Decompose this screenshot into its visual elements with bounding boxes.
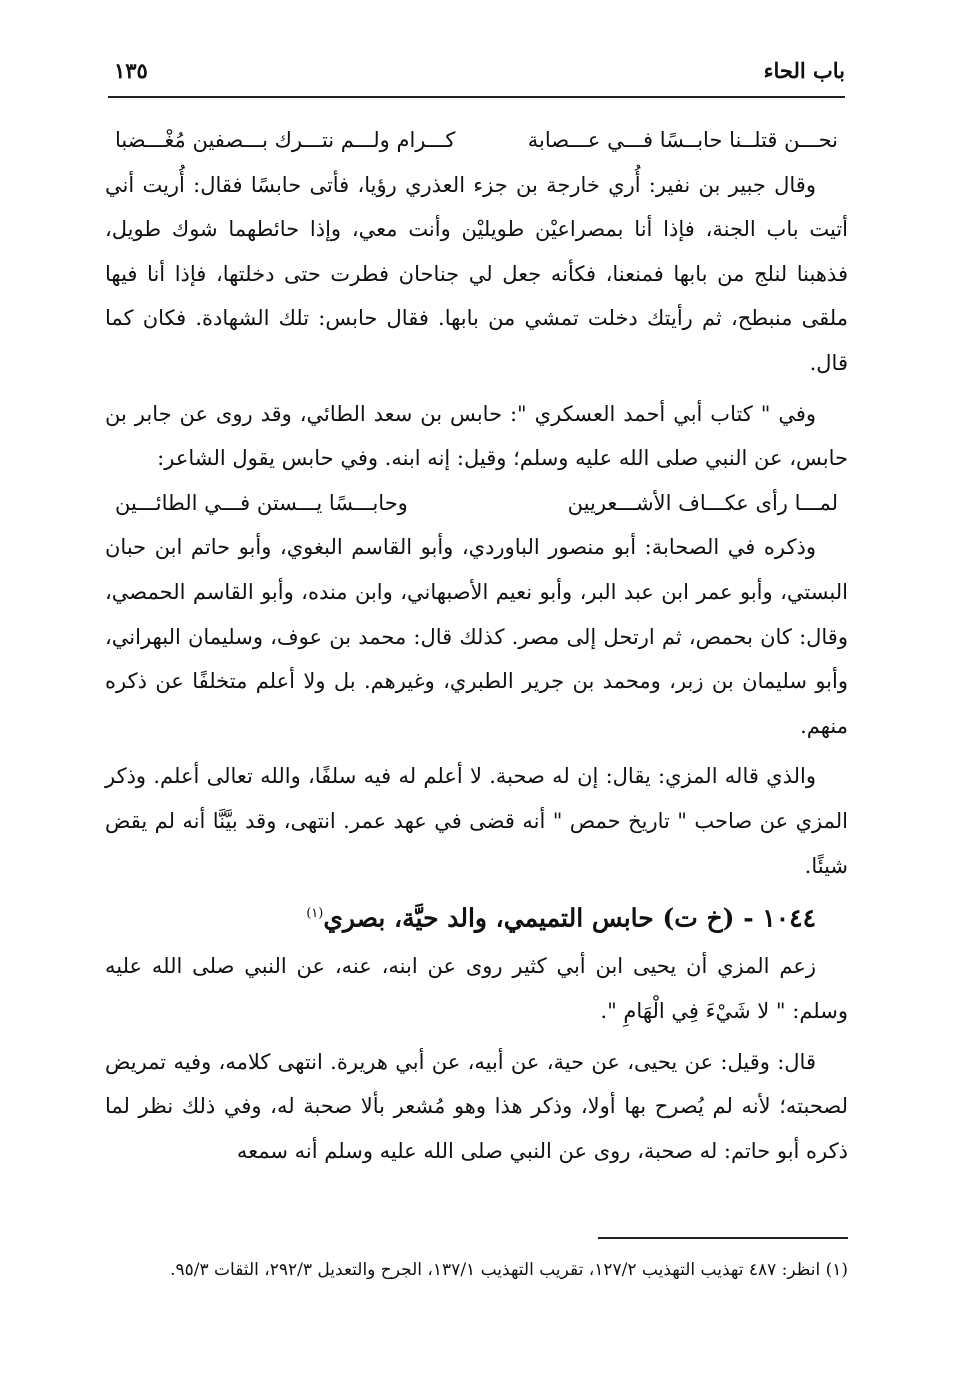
verse-line: [105, 481, 848, 526]
paragraph: وفي " كتاب أبي أحمد العسكري ": حابس بن سعد الطائي، وقد روى عن جابر بن حابس، عن النبي صلى الله عليه وسلم؛ وقيل: إنه ابنه. وفي حابس يقول الشاعر:: [105, 401, 848, 471]
verse-first-hemistich: لمـــا رأى عكـــاف الأشـــعريين: [567, 490, 838, 515]
entry-heading: [105, 888, 848, 944]
verse-first-hemistich: نحـــن قتلــنا حابــسًا فـــي عـــصابة: [527, 128, 838, 152]
paragraph: وذكره في الصحابة: أبو منصور الباوردي، وأبو القاسم البغوي، وأبو حاتم ابن حبان البستي، وأبو عمر ابن عبد البر، وأبو نعيم الأصبهاني، وابن منده، وأبو القاسم الحمصي، وقال: كان بحمص، ثم ارتحل إلى مصر. كذلك قال: محمد بن عوف، وسليمان البهراني، وأبو سليمان بن زبر، ومحمد بن جرير الطبري، وغيرهم. بل ولا أعلم متخلفًا عن ذكره منهم.: [105, 535, 848, 738]
verse-second-hemistich: كـــرام ولـــم نتـــرك بـــصفين مُغْـــضبا: [115, 128, 456, 152]
running-title: باب الحاء: [763, 58, 845, 83]
page-body: [105, 118, 848, 1173]
paragraph: وقال جبير بن نفير: أُري خارجة بن جزء العذري رؤيا، فأتى حابسًا فقال: أُريت أني أتيت باب الجنة، فإذا أنا بمصراعيْن طويليْن وأنت معي، وإذا حائطهما شوك طويل، فذهبنا لنلج من بابها فمنعنا، فكأنه جعل لي جناحان فطرت حتى دخلتها، فإذا أنا فيها ملقى منبطح، ثم رأيتك دخلت تمشي من بابها. فقال حابس: تلك الشهادة. فكان كما قال.: [105, 172, 848, 375]
verse-second-hemistich: وحابـــسًا يـــستن فـــي الطائـــين: [115, 490, 408, 515]
paragraph: قال: وقيل: عن يحيى، عن حية، عن أبيه، عن أبي هريرة. انتهى كلامه، وفيه تمريض لصحبته؛ لأنه لم يُصرح بها أولا، وذكر هذا وهو مُشعر بألا صحبة له، وفي ذلك نظر لما ذكره أبو حاتم: له صحبة، روى عن النبي صلى الله عليه وسلم أنه سمعه: [105, 1049, 848, 1163]
page-number: ١٣٥: [114, 58, 148, 83]
verse-line: [105, 118, 848, 163]
footnote-separator: [598, 1237, 848, 1239]
footnote: (١) انظر: ٤٨٧ تهذيب التهذيب ١٢٧/٢، تقريب التهذيب ١٣٧/١، الجرح والتعديل ٢٩٢/٣، الثقات ٩٥/٣.: [170, 1260, 848, 1280]
entry-heading-text: ١٠٤٤ - (خ ت) حابس التميمي، والد حيَّة، بصري: [323, 903, 816, 933]
footnotes: [105, 1253, 848, 1287]
footnote-mark: (١): [306, 906, 324, 922]
paragraph: والذي قاله المزي: يقال: إن له صحبة. لا أعلم له فيه سلفًا، والله تعالى أعلم. وذكر المزي عن صاحب " تاريخ حمص " أنه قضى في عهد عمر. انتهى، وقد بيَّنَّا أنه لم يقض شيئًا.: [105, 764, 848, 878]
paragraph: زعم المزي أن يحيى ابن أبي كثير روى عن ابنه، عنه، عن النبي صلى الله عليه وسلم: " لا شَيْءَ فِي الْهَامِ ".: [105, 954, 848, 1024]
page-header: [108, 52, 845, 98]
